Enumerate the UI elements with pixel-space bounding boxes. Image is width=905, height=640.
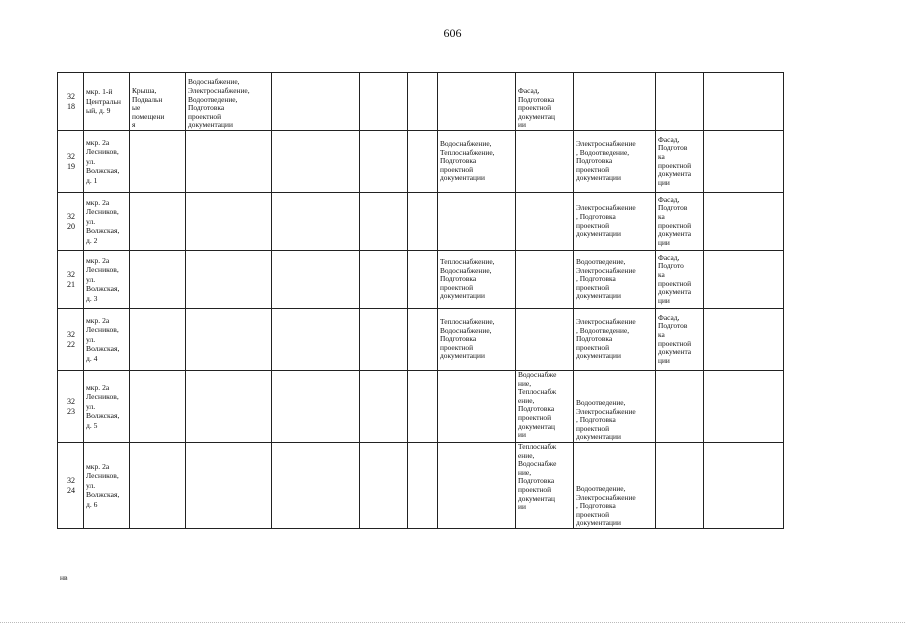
work-type-cell	[704, 309, 784, 371]
work-type-cell	[704, 371, 784, 443]
work-type-cell: Водоотведение, Электроснабжение , Подготовка проектной документации	[574, 371, 656, 443]
work-type-cell: Фасад, Подготовка проектной документац ии	[516, 73, 574, 131]
work-type-cell: Теплоснабжение, Водоснабжение, Подготовка проектной документации	[438, 251, 516, 309]
work-type-cell	[516, 309, 574, 371]
work-type-cell	[438, 193, 516, 251]
address-cell: мкр. 2а Лесников, ул. Волжская, д. 4	[84, 309, 130, 371]
work-type-cell: Электроснабжение , Водоотведение, Подготовка проектной документации	[574, 131, 656, 193]
work-type-cell	[130, 193, 186, 251]
address-cell: мкр. 2а Лесников, ул. Волжская, д. 1	[84, 131, 130, 193]
work-type-cell	[360, 131, 408, 193]
work-type-cell	[704, 193, 784, 251]
work-type-cell	[574, 73, 656, 131]
work-type-cell	[438, 371, 516, 443]
work-type-cell	[186, 251, 272, 309]
work-type-cell	[130, 309, 186, 371]
address-cell: мкр. 1-й Центральн ый, д. 9	[84, 73, 130, 131]
work-type-cell: Фасад, Подгото ка проектной документа ции	[656, 251, 704, 309]
row-number-cell: 32 20	[58, 193, 84, 251]
work-type-cell	[360, 309, 408, 371]
work-type-cell: Водоотведение, Электроснабжение , Подготовка проектной документации	[574, 251, 656, 309]
table-row	[58, 371, 784, 443]
work-type-cell	[272, 73, 360, 131]
work-type-cell	[408, 73, 438, 131]
work-type-cell	[272, 193, 360, 251]
work-type-cell: Теплоснабжение, Водоснабжение, Подготовка проектной документации	[438, 309, 516, 371]
work-type-cell	[360, 371, 408, 443]
work-type-cell	[272, 251, 360, 309]
work-type-cell	[516, 131, 574, 193]
work-type-cell: Электроснабжение , Водоотведение, Подготовка проектной документации	[574, 309, 656, 371]
work-type-cell: Водоснабжение, Электроснабжение, Водоотведение, Подготовка проектной документации	[186, 73, 272, 131]
work-type-cell: Электроснабжение , Подготовка проектной документации	[574, 193, 656, 251]
table-row	[58, 73, 784, 131]
work-type-cell	[408, 193, 438, 251]
table-row	[58, 193, 784, 251]
work-type-cell	[186, 371, 272, 443]
row-number-cell: 32 24	[58, 443, 84, 529]
row-number-cell: 32 23	[58, 371, 84, 443]
work-type-cell	[272, 309, 360, 371]
table-row	[58, 443, 784, 529]
work-type-cell	[186, 309, 272, 371]
work-type-cell	[516, 193, 574, 251]
work-type-cell	[408, 251, 438, 309]
work-type-cell	[272, 443, 360, 529]
work-type-cell	[272, 131, 360, 193]
work-type-cell: Крыша, Подвальн ые помещени я	[130, 73, 186, 131]
work-type-cell	[272, 371, 360, 443]
work-type-cell	[656, 443, 704, 529]
work-type-cell	[438, 443, 516, 529]
work-type-cell	[704, 73, 784, 131]
work-type-cell	[408, 131, 438, 193]
row-number-cell: 32 18	[58, 73, 84, 131]
address-cell: мкр. 2а Лесников, ул. Волжская, д. 3	[84, 251, 130, 309]
work-type-cell: Водоотведение, Электроснабжение , Подготовка проектной документации	[574, 443, 656, 529]
work-type-cell: Водоснабжение, Теплоснабжение, Подготовка проектной документации	[438, 131, 516, 193]
scan-artifact-line	[0, 622, 905, 623]
work-type-cell	[438, 73, 516, 131]
work-type-cell: Фасад, Подготов ка проектной документа ции	[656, 131, 704, 193]
work-type-cell	[408, 309, 438, 371]
address-cell: мкр. 2а Лесников, ул. Волжская, д. 2	[84, 193, 130, 251]
row-number-cell: 32 21	[58, 251, 84, 309]
repair-schedule-table	[57, 72, 784, 529]
work-type-cell	[130, 251, 186, 309]
work-type-cell: Фасад, Подготов ка проектной документа ции	[656, 309, 704, 371]
table-row	[58, 131, 784, 193]
work-type-cell	[408, 371, 438, 443]
work-type-cell	[704, 443, 784, 529]
work-type-cell	[186, 193, 272, 251]
work-type-cell	[704, 251, 784, 309]
row-number-cell: 32 22	[58, 309, 84, 371]
table-row	[58, 251, 784, 309]
work-type-cell: Фасад, Подготов ка проектной документа ции	[656, 193, 704, 251]
work-type-cell	[130, 443, 186, 529]
work-type-cell	[360, 443, 408, 529]
work-type-cell	[656, 73, 704, 131]
work-type-cell: Теплоснабж ение, Водоснабже ние, Подготовка проектной документац ии	[516, 443, 574, 529]
work-type-cell	[186, 443, 272, 529]
table-row	[58, 309, 784, 371]
address-cell: мкр. 2а Лесников, ул. Волжская, д. 5	[84, 371, 130, 443]
work-type-cell	[360, 193, 408, 251]
page-number: 606	[443, 26, 462, 40]
address-cell: мкр. 2а Лесников, ул. Волжская, д. 6	[84, 443, 130, 529]
footer-note: нв	[60, 573, 68, 582]
work-type-cell	[516, 251, 574, 309]
work-type-cell	[656, 371, 704, 443]
work-type-cell	[130, 371, 186, 443]
work-type-cell	[360, 251, 408, 309]
work-type-cell	[408, 443, 438, 529]
work-type-cell	[186, 131, 272, 193]
work-type-cell	[704, 131, 784, 193]
work-type-cell: Водоснабже ние, Теплоснабж ение, Подготовка проектной документац ии	[516, 371, 574, 443]
work-type-cell	[360, 73, 408, 131]
work-type-cell	[130, 131, 186, 193]
row-number-cell: 32 19	[58, 131, 84, 193]
